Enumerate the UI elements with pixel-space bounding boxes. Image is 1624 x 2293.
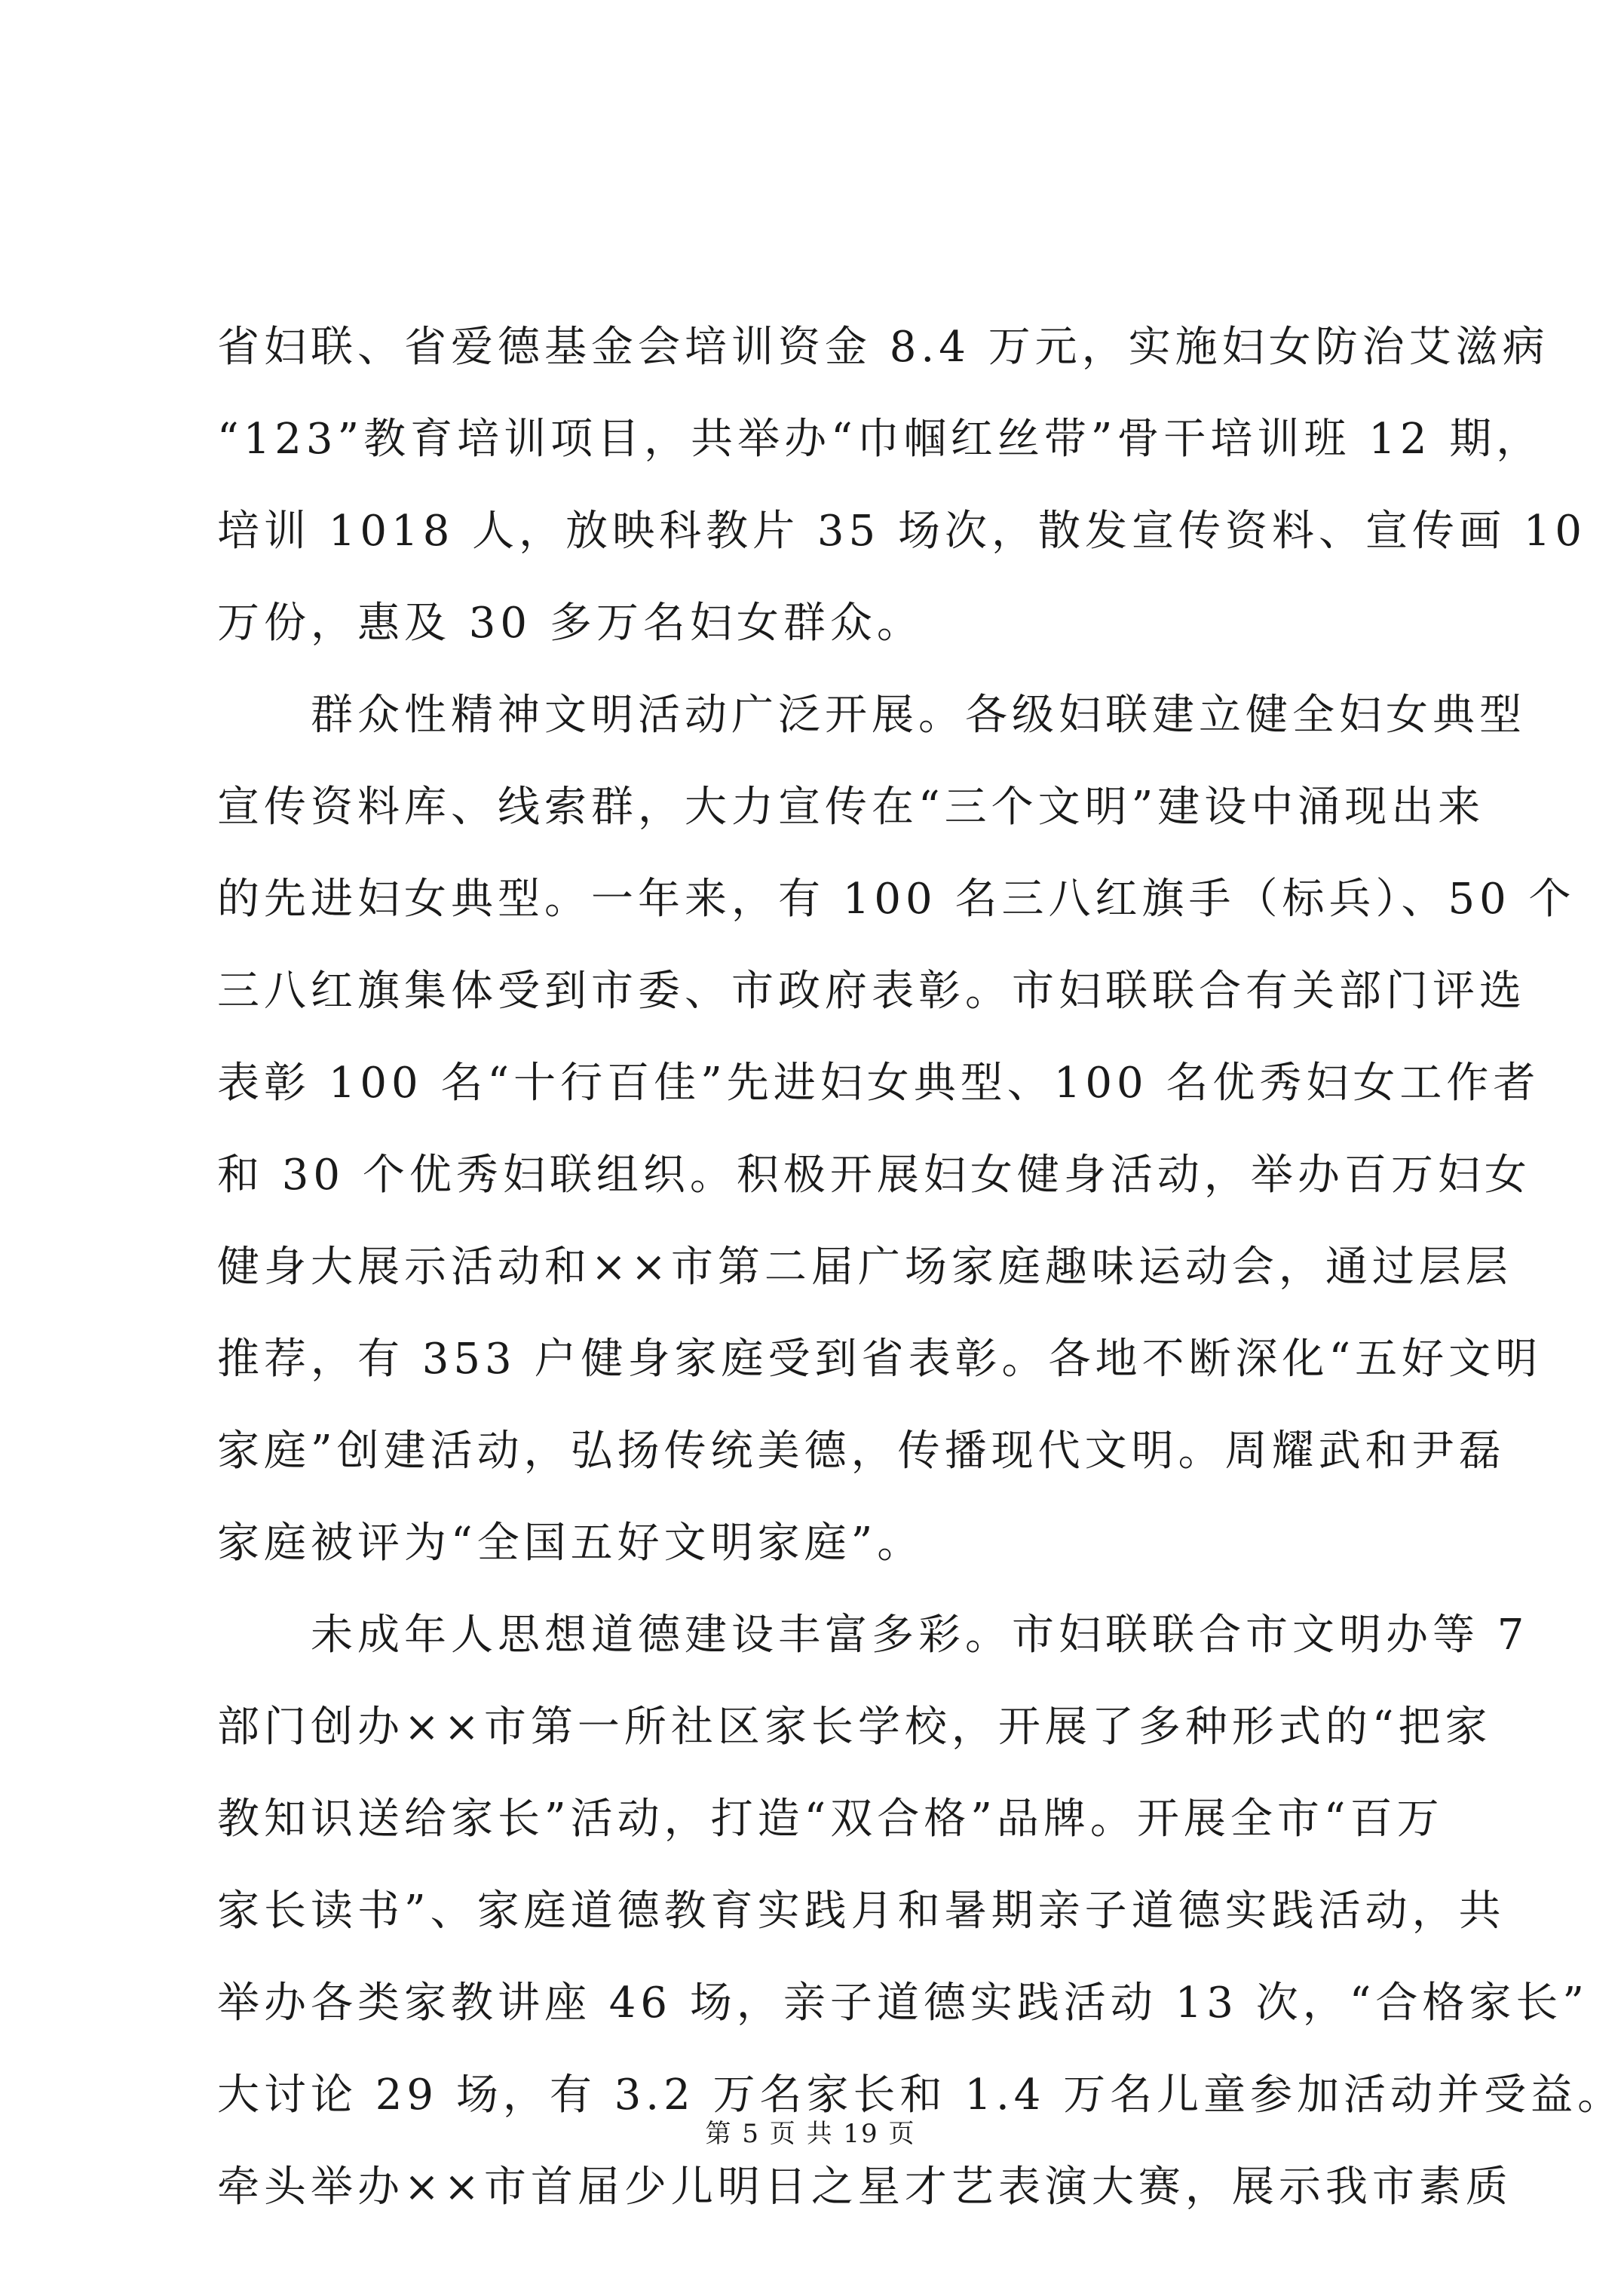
text-line: 举办各类家教讲座 46 场，亲子道德实践活动 13 次，“合格家长” — [217, 1979, 1589, 2028]
body-text — [217, 302, 1624, 2233]
page-footer: 第 5 页 共 19 页 — [705, 2119, 916, 2149]
text-line: 大讨论 29 场，有 3.2 万名家长和 1.4 万名儿童参加活动并受益。 — [217, 2071, 1624, 2120]
text-line: 和 30 个优秀妇联组织。积极开展妇女健身活动，举办百万妇女 — [217, 1151, 1531, 1200]
text-line: 未成年人思想道德建设丰富多彩。市妇联联合市文明办等 7 — [217, 1611, 1529, 1660]
text-line: “123”教育培训项目，共举办“巾帼红丝带”骨干培训班 12 期， — [217, 415, 1543, 464]
text-line: 家庭被评为“全国五好文明家庭”。 — [217, 1519, 924, 1568]
text-line: 省妇联、省爱德基金会培训资金 8.4 万元，实施妇女防治艾滋病 — [217, 323, 1549, 372]
text-line: 教知识送给家长”活动，打造“双合格”品牌。开展全市“百万 — [217, 1795, 1444, 1844]
text-line: 表彰 100 名“十行百佳”先进妇女典型、100 名优秀妇女工作者 — [217, 1059, 1540, 1108]
text-line: 的先进妇女典型。一年来，有 100 名三八红旗手（标兵）、50 个 — [217, 875, 1576, 924]
text-line: 群众性精神文明活动广泛开展。各级妇联建立健全妇女典型 — [217, 691, 1526, 740]
text-line: 三八红旗集体受到市委、市政府表彰。市妇联联合有关部门评选 — [217, 967, 1526, 1016]
text-line: 推荐，有 353 户健身家庭受到省表彰。各地不断深化“五好文明 — [217, 1335, 1543, 1384]
text-line: 培训 1018 人，放映科教片 35 场次，散发宣传资料、宣传画 10 — [217, 507, 1587, 556]
text-line: 家庭”创建活动，弘扬传统美德，传播现代文明。周耀武和尹磊 — [217, 1427, 1506, 1476]
text-line: 万份，惠及 30 多万名妇女群众。 — [217, 599, 924, 648]
text-line: 牵头举办××市首届少儿明日之星才艺表演大赛，展示我市素质 — [217, 2163, 1512, 2212]
text-line: 家长读书”、家庭道德教育实践月和暑期亲子道德实践活动，共 — [217, 1887, 1506, 1936]
text-line: 部门创办××市第一所社区家长学校，开展了多种形式的“把家 — [217, 1703, 1492, 1752]
text-line: 健身大展示活动和××市第二届广场家庭趣味运动会，通过层层 — [217, 1243, 1512, 1292]
text-line: 宣传资料库、线索群，大力宣传在“三个文明”建设中涌现出来 — [217, 783, 1485, 832]
